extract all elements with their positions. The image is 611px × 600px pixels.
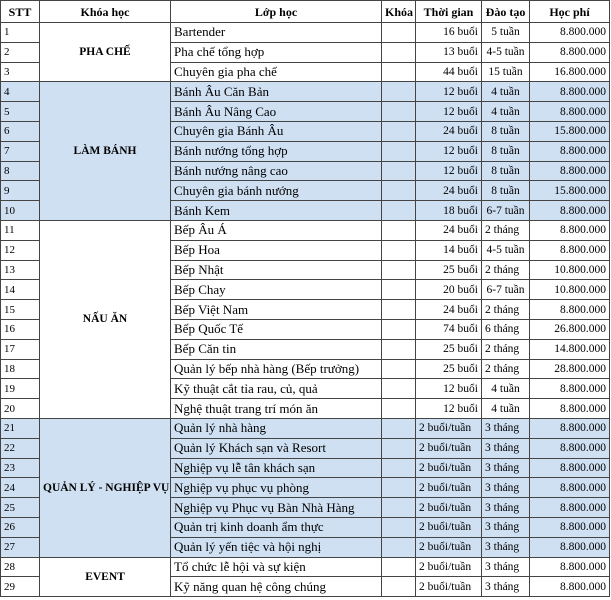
cell-stt: 28 bbox=[1, 557, 40, 577]
cell-khoa bbox=[382, 240, 416, 260]
cell-lop-hoc: Quản lý yến tiệc và hội nghị bbox=[171, 537, 382, 557]
cell-khoa bbox=[382, 577, 416, 597]
cell-stt: 15 bbox=[1, 300, 40, 320]
header-thoi-gian: Thời gian bbox=[416, 1, 482, 23]
cell-hoc-phi: 8.800.000 bbox=[530, 220, 610, 240]
cell-hoc-phi: 10.800.000 bbox=[530, 260, 610, 280]
cell-thoi-gian: 20 buổi bbox=[416, 280, 482, 300]
cell-thoi-gian: 12 buổi bbox=[416, 141, 482, 161]
cell-dao-tao: 6 tháng bbox=[482, 319, 530, 339]
cell-thoi-gian: 12 buổi bbox=[416, 161, 482, 181]
cell-lop-hoc: Quản lý bếp nhà hàng (Bếp trưởng) bbox=[171, 359, 382, 379]
group-label-pha-che: PHA CHẾ bbox=[40, 23, 171, 82]
table-row bbox=[1, 82, 610, 102]
cell-thoi-gian: 12 buổi bbox=[416, 399, 482, 419]
cell-stt: 7 bbox=[1, 141, 40, 161]
group-label-nau-an: NẤU ĂN bbox=[40, 220, 171, 418]
cell-khoa bbox=[382, 62, 416, 82]
cell-hoc-phi: 28.800.000 bbox=[530, 359, 610, 379]
header-hoc-phi: Học phí bbox=[530, 1, 610, 23]
cell-thoi-gian: 24 buổi bbox=[416, 181, 482, 201]
cell-thoi-gian: 2 buổi/tuần bbox=[416, 498, 482, 518]
cell-stt: 26 bbox=[1, 517, 40, 537]
cell-hoc-phi: 26.800.000 bbox=[530, 319, 610, 339]
cell-lop-hoc: Pha chế tổng hợp bbox=[171, 42, 382, 62]
cell-dao-tao: 3 tháng bbox=[482, 537, 530, 557]
cell-dao-tao: 3 tháng bbox=[482, 438, 530, 458]
cell-thoi-gian: 16 buổi bbox=[416, 23, 482, 43]
cell-khoa bbox=[382, 438, 416, 458]
cell-lop-hoc: Chuyên gia bánh nướng bbox=[171, 181, 382, 201]
cell-dao-tao: 4 tuần bbox=[482, 399, 530, 419]
cell-thoi-gian: 25 buổi bbox=[416, 260, 482, 280]
cell-hoc-phi: 8.800.000 bbox=[530, 478, 610, 498]
cell-dao-tao: 8 tuần bbox=[482, 161, 530, 181]
cell-khoa bbox=[382, 260, 416, 280]
cell-khoa bbox=[382, 458, 416, 478]
cell-thoi-gian: 2 buổi/tuần bbox=[416, 557, 482, 577]
cell-stt: 18 bbox=[1, 359, 40, 379]
cell-dao-tao: 4-5 tuần bbox=[482, 240, 530, 260]
cell-hoc-phi: 8.800.000 bbox=[530, 201, 610, 221]
cell-lop-hoc: Kỹ thuật cắt tỉa rau, củ, quả bbox=[171, 379, 382, 399]
cell-dao-tao: 3 tháng bbox=[482, 557, 530, 577]
cell-lop-hoc: Bánh Âu Căn Bản bbox=[171, 82, 382, 102]
group-label-event: EVENT bbox=[40, 557, 171, 597]
cell-khoa bbox=[382, 339, 416, 359]
cell-hoc-phi: 15.800.000 bbox=[530, 121, 610, 141]
cell-thoi-gian: 74 buổi bbox=[416, 319, 482, 339]
cell-dao-tao: 5 tuần bbox=[482, 23, 530, 43]
cell-dao-tao: 3 tháng bbox=[482, 498, 530, 518]
cell-thoi-gian: 13 buổi bbox=[416, 42, 482, 62]
cell-stt: 20 bbox=[1, 399, 40, 419]
table-row bbox=[1, 418, 610, 438]
cell-hoc-phi: 8.800.000 bbox=[530, 141, 610, 161]
cell-khoa bbox=[382, 23, 416, 43]
cell-dao-tao: 2 tháng bbox=[482, 339, 530, 359]
cell-lop-hoc: Kỹ năng quan hệ công chúng bbox=[171, 577, 382, 597]
cell-stt: 17 bbox=[1, 339, 40, 359]
cell-lop-hoc: Bếp Chay bbox=[171, 280, 382, 300]
cell-stt: 24 bbox=[1, 478, 40, 498]
cell-lop-hoc: Tổ chức lễ hội và sự kiện bbox=[171, 557, 382, 577]
cell-lop-hoc: Nghiệp vụ Phục vụ Bàn Nhà Hàng bbox=[171, 498, 382, 518]
cell-dao-tao: 2 tháng bbox=[482, 220, 530, 240]
cell-stt: 21 bbox=[1, 418, 40, 438]
cell-lop-hoc: Nghiệp vụ lễ tân khách sạn bbox=[171, 458, 382, 478]
cell-thoi-gian: 24 buổi bbox=[416, 300, 482, 320]
cell-thoi-gian: 14 buổi bbox=[416, 240, 482, 260]
cell-dao-tao: 3 tháng bbox=[482, 458, 530, 478]
header-row bbox=[1, 1, 610, 23]
cell-thoi-gian: 2 buổi/tuần bbox=[416, 478, 482, 498]
cell-hoc-phi: 8.800.000 bbox=[530, 82, 610, 102]
cell-stt: 29 bbox=[1, 577, 40, 597]
cell-khoa bbox=[382, 42, 416, 62]
cell-khoa bbox=[382, 220, 416, 240]
table-row bbox=[1, 220, 610, 240]
cell-khoa bbox=[382, 379, 416, 399]
cell-thoi-gian: 24 buổi bbox=[416, 220, 482, 240]
cell-stt: 14 bbox=[1, 280, 40, 300]
cell-khoa bbox=[382, 82, 416, 102]
cell-dao-tao: 4 tuần bbox=[482, 82, 530, 102]
cell-khoa bbox=[382, 161, 416, 181]
cell-khoa bbox=[382, 537, 416, 557]
cell-dao-tao: 15 tuần bbox=[482, 62, 530, 82]
cell-khoa bbox=[382, 517, 416, 537]
cell-khoa bbox=[382, 141, 416, 161]
table-row bbox=[1, 23, 610, 43]
cell-dao-tao: 4 tuần bbox=[482, 102, 530, 122]
cell-thoi-gian: 18 buổi bbox=[416, 201, 482, 221]
cell-lop-hoc: Nghiệp vụ phục vụ phòng bbox=[171, 478, 382, 498]
cell-khoa bbox=[382, 102, 416, 122]
cell-stt: 5 bbox=[1, 102, 40, 122]
cell-thoi-gian: 12 buổi bbox=[416, 102, 482, 122]
cell-hoc-phi: 8.800.000 bbox=[530, 438, 610, 458]
cell-khoa bbox=[382, 121, 416, 141]
cell-lop-hoc: Nghệ thuật trang trí món ăn bbox=[171, 399, 382, 419]
cell-stt: 23 bbox=[1, 458, 40, 478]
cell-dao-tao: 6-7 tuần bbox=[482, 201, 530, 221]
cell-hoc-phi: 8.800.000 bbox=[530, 379, 610, 399]
cell-stt: 27 bbox=[1, 537, 40, 557]
cell-khoa bbox=[382, 478, 416, 498]
cell-hoc-phi: 8.800.000 bbox=[530, 300, 610, 320]
cell-dao-tao: 6-7 tuần bbox=[482, 280, 530, 300]
cell-lop-hoc: Bartender bbox=[171, 23, 382, 43]
cell-lop-hoc: Chuyên gia pha chế bbox=[171, 62, 382, 82]
cell-stt: 4 bbox=[1, 82, 40, 102]
cell-hoc-phi: 8.800.000 bbox=[530, 517, 610, 537]
cell-dao-tao: 2 tháng bbox=[482, 300, 530, 320]
cell-thoi-gian: 2 buổi/tuần bbox=[416, 438, 482, 458]
cell-khoa bbox=[382, 300, 416, 320]
group-label-quan-ly-nghiep-vu: QUẢN LÝ - NGHIỆP VỤ bbox=[40, 418, 171, 557]
cell-thoi-gian: 24 buổi bbox=[416, 121, 482, 141]
table-row bbox=[1, 557, 610, 577]
cell-stt: 9 bbox=[1, 181, 40, 201]
cell-stt: 19 bbox=[1, 379, 40, 399]
cell-stt: 3 bbox=[1, 62, 40, 82]
cell-dao-tao: 4-5 tuần bbox=[482, 42, 530, 62]
cell-hoc-phi: 8.800.000 bbox=[530, 498, 610, 518]
cell-khoa bbox=[382, 498, 416, 518]
cell-stt: 16 bbox=[1, 319, 40, 339]
cell-hoc-phi: 8.800.000 bbox=[530, 458, 610, 478]
cell-dao-tao: 2 tháng bbox=[482, 260, 530, 280]
cell-lop-hoc: Quản trị kinh doanh ẩm thực bbox=[171, 517, 382, 537]
cell-hoc-phi: 8.800.000 bbox=[530, 537, 610, 557]
cell-lop-hoc: Bếp Quốc Tế bbox=[171, 319, 382, 339]
cell-lop-hoc: Bánh Âu Nâng Cao bbox=[171, 102, 382, 122]
cell-khoa bbox=[382, 399, 416, 419]
cell-thoi-gian: 25 buổi bbox=[416, 339, 482, 359]
cell-dao-tao: 3 tháng bbox=[482, 478, 530, 498]
cell-stt: 1 bbox=[1, 23, 40, 43]
cell-thoi-gian: 12 buổi bbox=[416, 82, 482, 102]
cell-hoc-phi: 8.800.000 bbox=[530, 23, 610, 43]
cell-stt: 10 bbox=[1, 201, 40, 221]
header-khoa: Khóa bbox=[382, 1, 416, 23]
header-dao-tao: Đào tạo bbox=[482, 1, 530, 23]
cell-hoc-phi: 8.800.000 bbox=[530, 161, 610, 181]
cell-khoa bbox=[382, 280, 416, 300]
header-lop-hoc: Lớp học bbox=[171, 1, 382, 23]
cell-dao-tao: 2 tháng bbox=[482, 359, 530, 379]
cell-hoc-phi: 15.800.000 bbox=[530, 181, 610, 201]
cell-lop-hoc: Bếp Căn tin bbox=[171, 339, 382, 359]
cell-dao-tao: 8 tuần bbox=[482, 181, 530, 201]
cell-thoi-gian: 2 buổi/tuần bbox=[416, 577, 482, 597]
cell-stt: 13 bbox=[1, 260, 40, 280]
cell-stt: 8 bbox=[1, 161, 40, 181]
cell-hoc-phi: 14.800.000 bbox=[530, 339, 610, 359]
cell-dao-tao: 3 tháng bbox=[482, 418, 530, 438]
cell-thoi-gian: 44 buổi bbox=[416, 62, 482, 82]
cell-khoa bbox=[382, 201, 416, 221]
cell-khoa bbox=[382, 319, 416, 339]
cell-thoi-gian: 2 buổi/tuần bbox=[416, 458, 482, 478]
header-stt: STT bbox=[1, 1, 40, 23]
cell-lop-hoc: Chuyên gia Bánh Âu bbox=[171, 121, 382, 141]
header-khoa-hoc: Khóa học bbox=[40, 1, 171, 23]
cell-hoc-phi: 8.800.000 bbox=[530, 557, 610, 577]
cell-stt: 6 bbox=[1, 121, 40, 141]
cell-lop-hoc: Bánh nướng nâng cao bbox=[171, 161, 382, 181]
cell-lop-hoc: Bếp Nhật bbox=[171, 260, 382, 280]
cell-thoi-gian: 12 buổi bbox=[416, 379, 482, 399]
cell-stt: 22 bbox=[1, 438, 40, 458]
cell-lop-hoc: Bếp Âu Á bbox=[171, 220, 382, 240]
cell-dao-tao: 4 tuần bbox=[482, 379, 530, 399]
cell-hoc-phi: 16.800.000 bbox=[530, 62, 610, 82]
cell-lop-hoc: Bánh nướng tổng hợp bbox=[171, 141, 382, 161]
cell-stt: 2 bbox=[1, 42, 40, 62]
cell-lop-hoc: Quản lý Khách sạn và Resort bbox=[171, 438, 382, 458]
cell-thoi-gian: 2 buổi/tuần bbox=[416, 418, 482, 438]
cell-khoa bbox=[382, 181, 416, 201]
cell-dao-tao: 3 tháng bbox=[482, 517, 530, 537]
cell-khoa bbox=[382, 557, 416, 577]
cell-khoa bbox=[382, 418, 416, 438]
cell-dao-tao: 3 tháng bbox=[482, 577, 530, 597]
cell-hoc-phi: 8.800.000 bbox=[530, 577, 610, 597]
cell-hoc-phi: 8.800.000 bbox=[530, 102, 610, 122]
cell-hoc-phi: 10.800.000 bbox=[530, 280, 610, 300]
cell-dao-tao: 8 tuần bbox=[482, 121, 530, 141]
group-label-lam-banh: LÀM BÁNH bbox=[40, 82, 171, 221]
cell-thoi-gian: 25 buổi bbox=[416, 359, 482, 379]
cell-thoi-gian: 2 buổi/tuần bbox=[416, 537, 482, 557]
cell-hoc-phi: 8.800.000 bbox=[530, 418, 610, 438]
cell-stt: 12 bbox=[1, 240, 40, 260]
cell-thoi-gian: 2 buổi/tuần bbox=[416, 517, 482, 537]
cell-stt: 11 bbox=[1, 220, 40, 240]
cell-lop-hoc: Bếp Việt Nam bbox=[171, 300, 382, 320]
cell-dao-tao: 8 tuần bbox=[482, 141, 530, 161]
cell-stt: 25 bbox=[1, 498, 40, 518]
cell-lop-hoc: Quản lý nhà hàng bbox=[171, 418, 382, 438]
cell-hoc-phi: 8.800.000 bbox=[530, 42, 610, 62]
cell-hoc-phi: 8.800.000 bbox=[530, 399, 610, 419]
cell-lop-hoc: Bếp Hoa bbox=[171, 240, 382, 260]
cell-khoa bbox=[382, 359, 416, 379]
cell-lop-hoc: Bánh Kem bbox=[171, 201, 382, 221]
cell-hoc-phi: 8.800.000 bbox=[530, 240, 610, 260]
